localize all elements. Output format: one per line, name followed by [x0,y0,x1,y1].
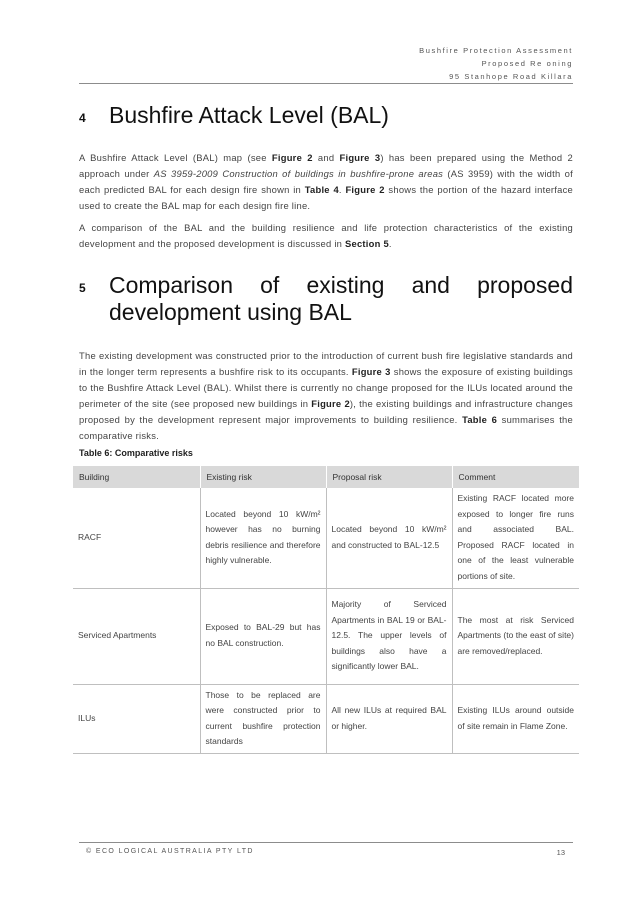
standard-title: AS 3959-2009 Construction of buildings in bushfire-prone areas [153,168,444,179]
text: . [388,238,392,249]
section-5-heading [79,272,573,326]
column-header-building: Building [73,466,200,488]
text: (AS 3959) with the width of each predicted BAL for each design fire shown in [79,168,573,195]
text: summarises the comparative risks. [79,414,573,441]
figure-ref: Figure 3 [339,152,381,163]
cell-existing-risk: Exposed to BAL-29 but has no BAL construction. [200,588,326,684]
figure-ref: Figure 2 [271,152,313,163]
text: and [312,152,340,163]
page-number: 13 [556,848,565,857]
footer-divider [79,842,573,843]
text: . [338,184,346,195]
text: A comparison of the BAL and the building resilience and life protection characteristics of the existing development and the proposed development is discussed in [79,222,573,249]
footer-company: © ECO LOGICAL AUSTRALIA PTY LTD [86,848,254,855]
section-4-paragraph-1 [79,150,573,214]
table-row [73,588,579,684]
column-header-comment: Comment [452,466,579,488]
section-5-title [109,272,573,326]
section-4-number: 4 [79,111,86,125]
section-5-paragraph-1 [79,348,573,444]
cell-building: Serviced Apartments [73,588,200,684]
table-caption: Table 6: Comparative risks [79,448,193,458]
section-4-title: Bushfire Attack Level (BAL) [109,102,389,128]
running-header [419,44,573,83]
section-5-number: 5 [79,281,86,295]
section-4-paragraph-2 [79,220,573,252]
header-document-title: Bushfire Protection Assessment [419,46,573,55]
text: shows the portion of the hazard interface used to create the BAL map for each design fire line. [79,184,574,211]
header-address: 95 Stanhope Road Killara [449,72,573,81]
cell-proposal-risk: Located beyond 10 kW/m² and constructed to BAL-12.5 [326,488,452,588]
table-ref: Table 6 [462,414,498,425]
section-4-heading [79,102,573,129]
text: ), the existing buildings and infrastructure changes proposed by the development represent major improvements to building resilience. [79,398,573,425]
section-ref: Section 5 [344,238,389,249]
table-row [73,488,579,588]
cell-existing-risk: Located beyond 10 kW/m² however has no burning debris resilience and therefore highly vulnerable. [200,488,326,588]
table-ref: Table 4 [304,184,339,195]
column-header-existing-risk: Existing risk [200,466,326,488]
cell-proposal-risk: All new ILUs at required BAL or higher. [326,684,452,753]
cell-existing-risk: Those to be replaced are were constructed prior to current bushfire protection standards [200,684,326,753]
comparative-risks-table [73,466,579,754]
text: ) has been prepared using the Method 2 approach under [79,152,573,179]
text: The existing development was constructed prior to the introduction of current bush fire legislative standards and in the longer term represents a bushfire risk to its occupants. [79,350,573,377]
cell-building: RACF [73,488,200,588]
cell-proposal-risk: Majority of Serviced Apartments in BAL 19 or BAL-12.5. The upper levels of buildings also have a significantly lower BAL. [326,588,452,684]
text: A Bushfire Attack Level (BAL) map (see [79,152,272,163]
figure-ref: Figure 2 [311,398,350,409]
table-header-row [73,466,579,488]
header-divider [79,83,573,84]
table-row [73,684,579,753]
figure-ref: Figure 3 [351,366,391,377]
section-5-title-line-1: Comparison of existing and proposed [109,272,573,298]
cell-comment: The most at risk Serviced Apartments (to the east of site) are removed/replaced. [452,588,579,684]
header-project: Proposed Re oning [481,59,573,68]
text: shows the exposure of existing buildings to the Bushfire Attack Level (BAL). Whilst there is currently no change proposed for the ILUs located around the perimeter of the site (see proposed new buildings in [79,366,573,409]
cell-comment: Existing RACF located more exposed to longer fire runs and associated BAL. Proposed RACF located in one of the least vulnerable portions of site. [452,488,579,588]
figure-ref: Figure 2 [345,184,385,195]
section-5-title-line-2: development using BAL [109,299,352,325]
column-header-proposal-risk: Proposal risk [326,466,452,488]
cell-comment: Existing ILUs around outside of site remain in Flame Zone. [452,684,579,753]
cell-building: ILUs [73,684,200,753]
